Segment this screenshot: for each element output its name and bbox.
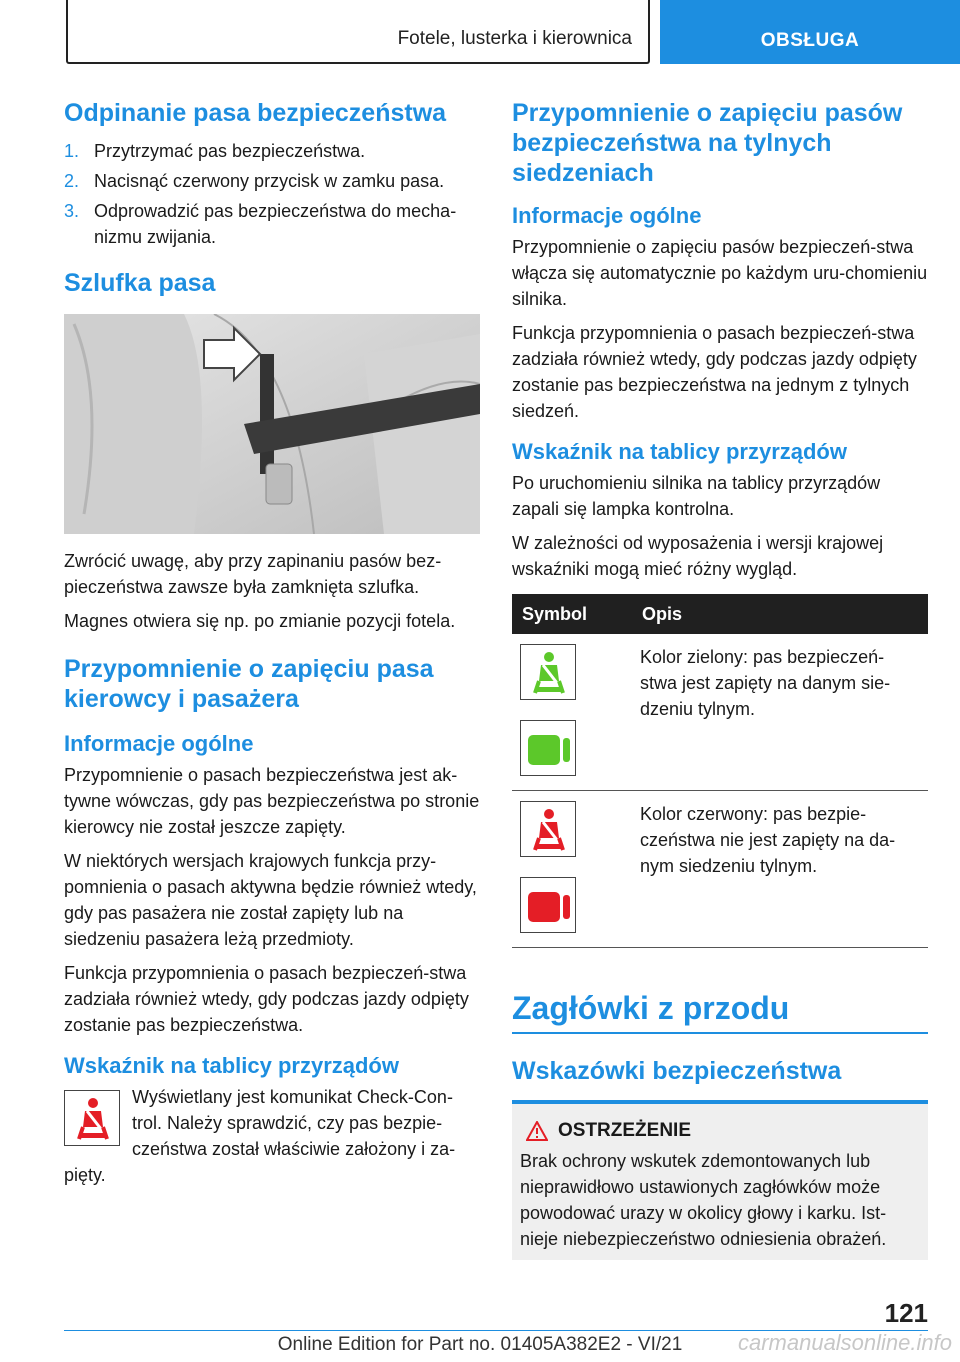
headrests-heading-block	[512, 988, 928, 1034]
warning-text: Brak ochrony wskutek zdemontowanych lub nieprawidłowo ustawionych zagłówków może powodować urazy w okolicy głowy i karku. Ist-nieje niebezpieczeństwo odniesienia obrażeń.	[520, 1151, 887, 1249]
warning-box	[512, 1100, 928, 1260]
indicator-heading: Wskaźnik na tablicy przyrządów	[64, 1053, 399, 1078]
header-chapter-label: OBSŁUGA	[760, 30, 860, 51]
symbol-table	[512, 594, 928, 948]
header-section-box	[66, 0, 650, 64]
indicator-paragraph	[64, 1084, 480, 1188]
safety-notes-heading: Wskazówki bezpieczeństwa	[512, 1057, 842, 1085]
reminder-text-1: Przypomnienie o pasach bezpieczeństwa jest ak-tywne wówczas, gdy pas bezpieczeństwa po stronie kierowcy nie został jeszcze zapięty.	[64, 765, 480, 837]
reminder-subheading: Informacje ogólne	[64, 731, 254, 756]
reminder-text-2: W niektórych wersjach krajowych funkcja przy-pomnienia o pasach aktywna będzie również wtedy, gdy pas pasażera nie został zapięty lub na siedzeniu pasażera leżą przedmioty.	[64, 851, 477, 949]
reminder-text-3: Funkcja przypomnienia o pasach bezpieczeń-stwa zadziała również wtedy, gdy podczas jazdy odpięty zostanie pas bezpieczeństwa.	[64, 963, 469, 1035]
reminder-heading: Przypomnienie o zapięciu pasa kierowcy i pasażera	[64, 655, 434, 713]
belt-loop-text-1: Zwrócić uwagę, aby przy zapinaniu pasów bez-pieczeństwa zawsze była zamknięta szlufka.	[64, 551, 442, 597]
header-section-title: Fotele, lusterka i kierownica	[397, 28, 632, 49]
unbuckle-heading: Odpinanie pasa bezpieczeństwa	[64, 99, 447, 127]
table-row	[512, 634, 928, 791]
step-text: Przytrzymać pas bezpieczeństwa.	[94, 141, 366, 161]
footer-edition: Online Edition for Part no. 01405A382E2 - VI/21	[277, 1334, 683, 1355]
seatbelt-green-icon	[520, 644, 576, 700]
column-header-symbol: Symbol	[512, 594, 632, 634]
column-header-description: Opis	[632, 594, 928, 634]
step-text: Nacisnąć czerwony przycisk w zamku pasa.	[94, 171, 445, 191]
belt-loop-photo	[64, 314, 480, 534]
rear-reminder-heading: Przypomnienie o zapięciu pasów bezpieczeństwa na tylnych siedzeniach	[512, 99, 903, 187]
warning-title: OSTRZEŻENIE	[558, 1120, 692, 1141]
rear-indicator-heading: Wskaźnik na tablicy przyrządów	[512, 439, 847, 464]
rear-text-2: Funkcja przypomnienia o pasach bezpieczeń-stwa zadziała również wtedy, gdy podczas jazdy odpięty zostanie pas bezpieczeństwa na jednym z tylnych siedzeń.	[512, 323, 917, 421]
list-item	[64, 168, 480, 194]
step-number: 1.	[64, 141, 80, 161]
right-column	[512, 98, 928, 1260]
left-column	[64, 98, 480, 1196]
indicator-text: Wyświetlany jest komunikat Check-Con-trol. Należy sprawdzić, czy pas bezpie-czeństwa został właściwie założony i za-pięty.	[64, 1087, 456, 1185]
rear-text-1: Przypomnienie o zapięciu pasów bezpieczeń-stwa włącza się automatycznie po każdym uru-chomieniu silnika.	[512, 237, 928, 309]
seatbelt-warning-icon	[64, 1090, 120, 1146]
seatbelt-red-icon	[520, 801, 576, 857]
list-item	[64, 198, 480, 250]
table-row	[512, 791, 928, 948]
step-text: Odprowadzić pas bezpieczeństwa do mecha-nizmu zwijania.	[94, 201, 457, 247]
table-header-row	[512, 594, 928, 634]
description-cell: Kolor czerwony: pas bezpie-czeństwa nie jest zapięty na da-nym siedzeniu tylnym.	[632, 791, 928, 948]
belt-loop-heading: Szlufka pasa	[64, 269, 216, 297]
symbol-cell	[512, 634, 632, 791]
description-cell: Kolor zielony: pas bezpieczeń-stwa jest zapięty na danym sie-dzeniu tylnym.	[632, 634, 928, 791]
warning-triangle-icon	[526, 1121, 548, 1141]
rear-subheading: Informacje ogólne	[512, 203, 702, 228]
page-number: 121	[884, 1298, 928, 1328]
symbol-cell	[512, 791, 632, 948]
list-item	[64, 138, 480, 164]
seat-red-indicator-icon	[520, 877, 576, 933]
unbuckle-steps	[64, 138, 480, 250]
headrests-heading: Zagłówki z przodu	[512, 990, 790, 1026]
rear-text-4: W zależności od wyposażenia i wersji krajowej wskaźniki mogą mieć różny wygląd.	[512, 533, 884, 579]
step-number: 3.	[64, 201, 80, 221]
rear-text-3: Po uruchomieniu silnika na tablicy przyrządów zapali się lampka kontrolna.	[512, 473, 881, 519]
seat-green-indicator-icon	[520, 720, 576, 776]
warning-title-row	[520, 1120, 920, 1142]
header-chapter-tab	[660, 0, 960, 64]
step-number: 2.	[64, 171, 80, 191]
belt-loop-text-2: Magnes otwiera się np. po zmianie pozycji fotela.	[64, 611, 456, 631]
watermark: carmanualsonline.info	[737, 1330, 952, 1355]
